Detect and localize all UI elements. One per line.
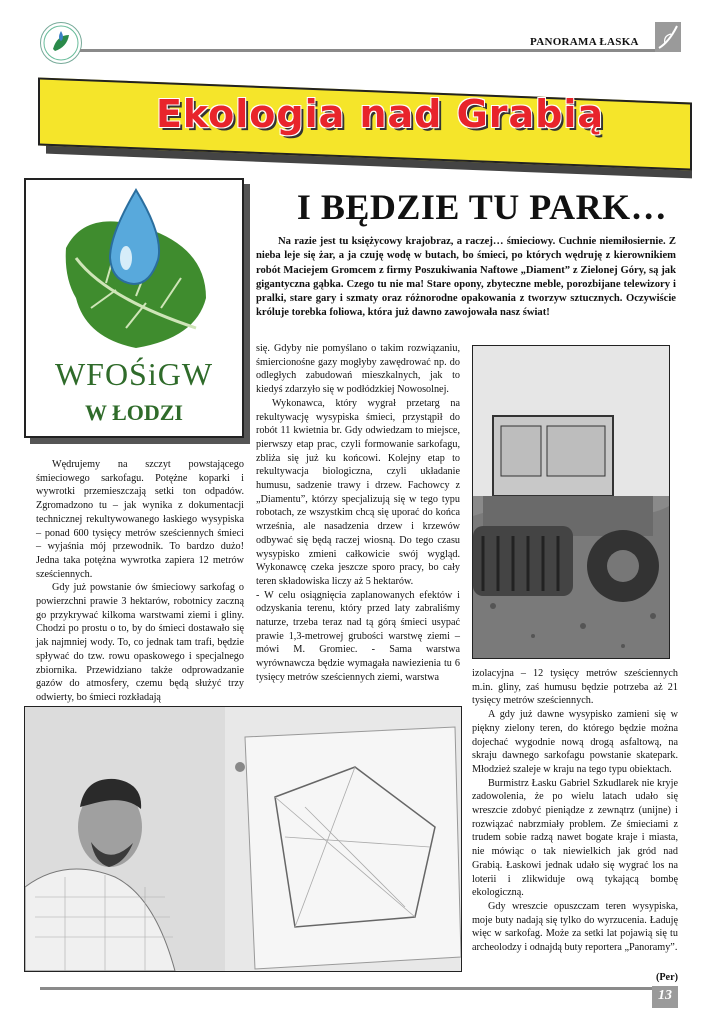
footer-rule <box>40 987 676 990</box>
paragraph: się. Gdyby nie pomyślano o takim rozwiązaniu, śmiercionośne gazy mogłyby zawędrować np. do odległych zabudowań mieszkalnych, jak to kiedyś zdarzyło się w podłódzkiej Nowosolnej. <box>256 343 460 396</box>
article-column-left <box>36 458 244 705</box>
paragraph: A gdy już dawne wysypisko zamieni się w piękny zielony teren, do którego będzie można dojechać wygodnie nową drogą asfaltową, na skraju dawnego sarkofagu powstanie skatepark. Młodzież szaleje w kraju na tego typu obiektach. <box>472 709 678 775</box>
paragraph: Gdy wreszcie opuszczam teren wysypiska, moje buty nadają się tylko do wyrzucenia. Ładuję więc w sarkofag. Może za setki lat pojawią się tu archeolodzy i odnajdą buty reportera „Panoramy”. <box>472 900 678 954</box>
fund-leaf-logo-icon <box>40 22 82 64</box>
paragraph: Wykonawca, który wygrał przetarg na rekultywację wysypiska śmieci, przystąpił do robót 11 kwietnia br. Gdy odwiedzam to miejsce, pierwszy etap prac, czyli formowanie sarkofagu, zbliża się już ku końcowi. Kolejny etap to rekultywacja biologiczna, czyli układanie humusu, sadzenie trawy i drzew. Fachowcy z „Diamentu”, którzy specjalizują się w tego typu robotach, ze wszystkim chcą się uporać do końca września, ale nasadzenia drzew i krzewów odbywać się będą raczej wiosną. Do tego czasu wysypisko zmieni całkowicie swój wygląd. Wykonawcę czeka jeszcze sporo pracy, bo cały teren składowiska liczy aż 5 hektarów. <box>256 397 460 587</box>
fund-city: W ŁODZI <box>84 400 183 425</box>
paragraph: Burmistrz Łasku Gabriel Szkudlarek nie kryje zadowolenia, że po wielu latach udało się wreszcie zdobyć pieniądze z zewnątrz (unijne) i rozwiązać nabrzmiały problem. Ze śmieciami z trudem sobie radzą nawet bogate kraje i miasta, nie mówiąc o tak niewielkich jak gród nad Grabią. Łaskowi jednak udało się wygrać los na loterii i zlikwiduje ową tykającą bombę ekologiczną. <box>472 777 678 899</box>
water-drop-leaf-icon <box>46 188 222 358</box>
paragraph: - W celu osiągnięcia zaplanowanych efektów i odzyskania terenu, który przed laty zabraliśmy naturze, trzeba teraz nad tą górą śmieci usypać prawie 1,3-metrowej grubości warstwę ziemi – mówi M. Gromiec. - Sama warstwa wyrównawcza będzie wymagała nawiezienia tu 6 tysięcy metrów sześciennych ziemi, warstwa <box>256 589 460 683</box>
fund-logo-box <box>24 178 244 438</box>
page-number: 13 <box>658 988 672 1003</box>
leaf-corner-icon <box>655 22 681 52</box>
compactor-photo <box>472 345 670 659</box>
paragraph: Gdy już powstanie ów śmieciowy sarkofag o powierzchni prawie 3 hektarów, robotnicy zaczną go przykrywać kilkoma warstwami ziemi i gliny. Chodzi po prostu o to, by do śmieci dostawało się jak najmniej wody. To, co jednak tam trafi, będzie spływać do tzw. rowu opaskowego i specjalnego zbiornika. Przewidziano także odprowadzanie gazów do atmosfery, czemu będą służyć trzy odwierty, bo śmieci rozkładają <box>36 582 244 703</box>
article-lead: Na razie jest tu księżycowy krajobraz, a raczej… śmieciowy. Cuchnie niemiłosiernie. Z nieba leje się żar, a ja czuję wodę w butach, bo śmieci, po których wędruję z kierownikiem robót Maciejem Gromcem z firmy Poszukiwania Naftowe „Diament” z Zielonej Góry, są jak gigantyczna gąbka. Czego tu nie ma! Stare opony, zbyteczne meble, porozbijane telewizory i pralki, stare gary i szmaty oraz różnorodne opakowania z tworzyw sztucznych. Oczywiście króluje torebka foliowa, która już dawno zawojowała nasz świat! <box>256 236 676 319</box>
article-signature: (Per) <box>655 972 678 983</box>
plan-photo <box>24 706 462 972</box>
fund-name: WFOŚiGW <box>54 356 214 392</box>
article-column-middle <box>256 342 460 685</box>
header-rule <box>80 49 670 52</box>
paragraph: Wędrujemy na szczyt powstającego śmieciowego sarkofagu. Potężne koparki i wywrotki przemieszczają setki ton odpadów. Zgromadzono tu – jak wynika z dokumentacji technicznej rekultywowanego łaskiego wysypiska – ponad 600 tysięcy metrów sześciennych śmieci – wyjaśnia mój przewodnik. To bardzo dużo! Jedna taka potężna wywrotka zapiera 12 metrów sześciennych. <box>36 459 244 580</box>
banner-title: Ekologia nad Grabią <box>155 92 605 136</box>
paragraph: izolacyjna – 12 tysięcy metrów sześciennych m.in. gliny, zaś humusu będzie potrzeba aż 21 tysięcy metrów sześciennych. <box>472 668 678 707</box>
section-title: PANORAMA ŁASKA <box>530 36 639 48</box>
article-column-right <box>472 667 678 955</box>
article-headline: I BĘDZIE TU PARK… <box>296 187 668 227</box>
